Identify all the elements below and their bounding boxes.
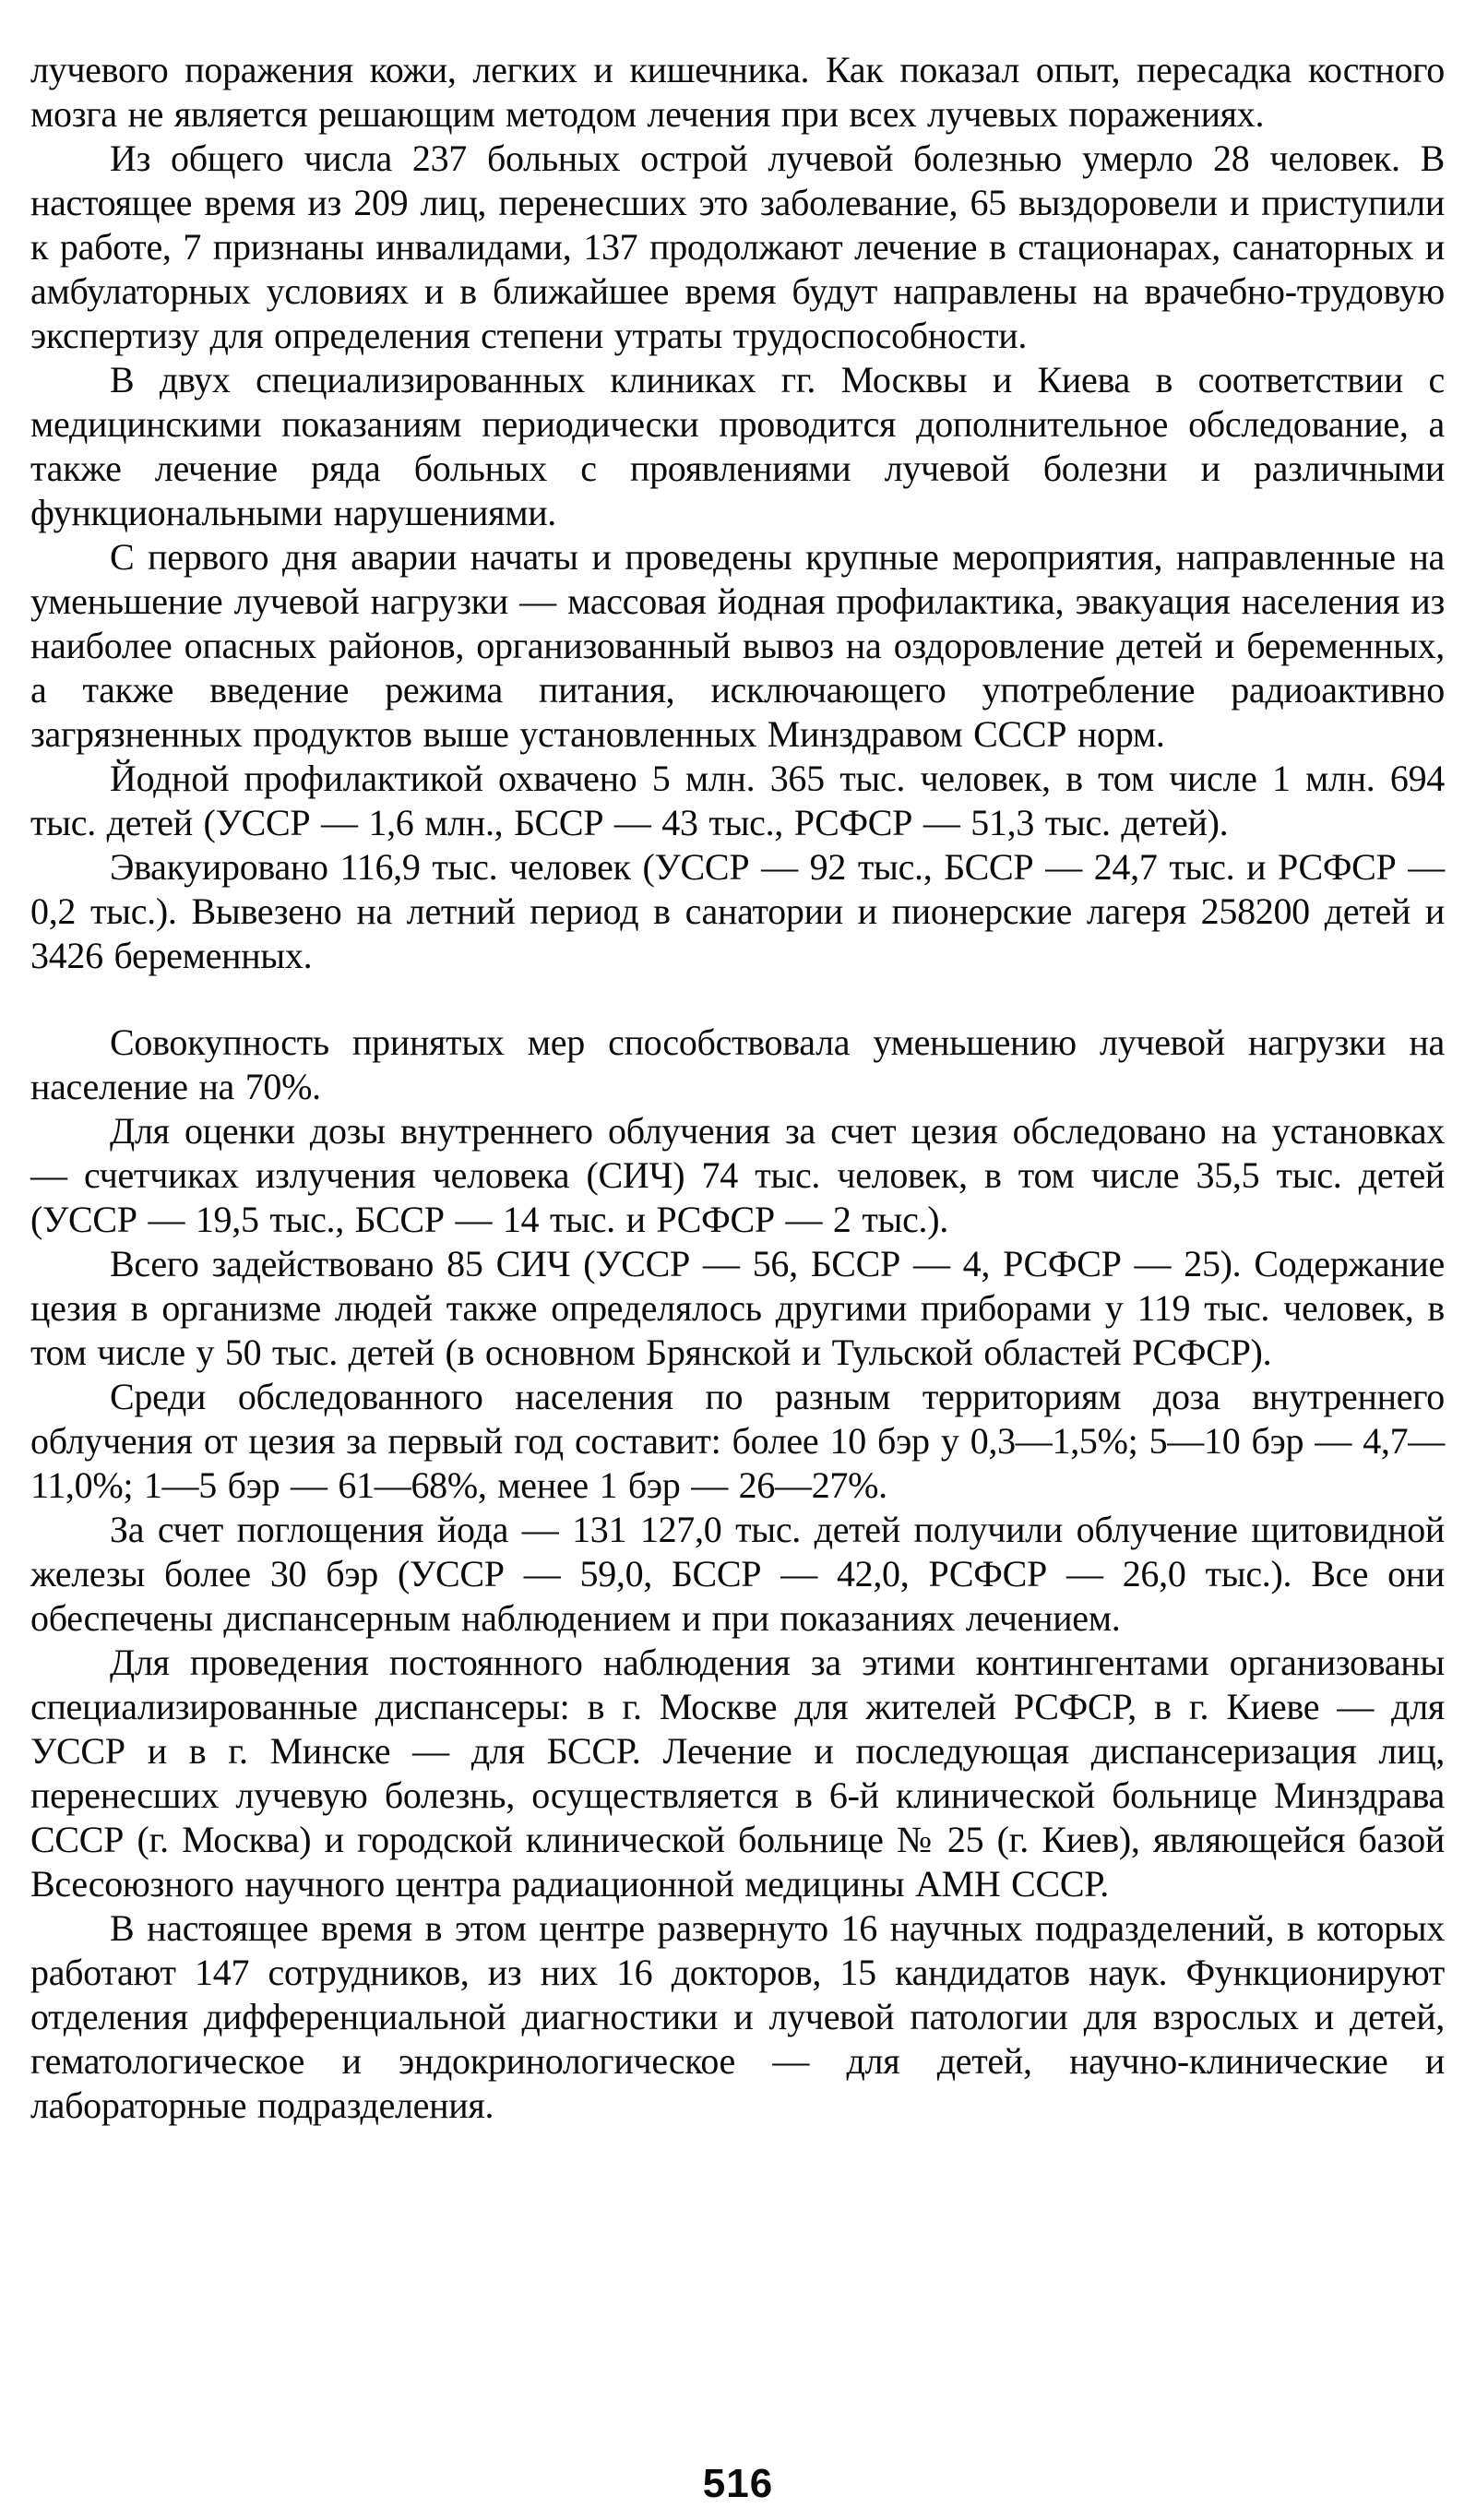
paragraph: Совокупность принятых мер способствовала уменьшению лучевой нагрузки на население на 70%. xyxy=(30,1021,1445,1107)
paragraph: За счет поглощения йода — 131 127,0 тыс. детей получили облучение щитовидной железы более 30 бэр (УССР — 59,0, БССР — 42,0, РСФСР — 26,0 тыс.). Все они обеспечены диспансерным наблюдением и при показаниях лечением. xyxy=(30,1509,1445,1639)
paragraph: В двух специализированных клиниках гг. Москвы и Киева в соответствии с медицинскими показаниям периодически проводится дополнительное обследование, а также лечение ряда больных с проявлениями лучевой болезни и различными функциональными нарушениями. xyxy=(30,359,1445,533)
paragraph: Для оценки дозы внутреннего облучения за счет цезия обследовано на установках — счетчиках излучения человека (СИЧ) 74 тыс. человек, в том числе 35,5 тыс. детей (УССР — 19,5 тыс., БССР — 14 тыс. и РСФСР — 2 тыс.). xyxy=(30,1110,1445,1240)
paragraph: Из общего числа 237 больных острой лучевой болезнью умерло 28 человек. В настоящее время из 209 лиц, перенесших это заболевание, 65 выздоровели и приступили к работе, 7 признаны инвалидами, 137 продолжают лечение в стационарах, санаторных и амбулаторных условиях и в ближайшее время будут направлены на врачебно-трудовую экспертизу для определения степени утраты трудоспособности. xyxy=(30,137,1445,356)
paragraph: Йодной профилактикой охвачено 5 млн. 365 тыс. человек, в том числе 1 млн. 694 тыс. детей (УССР — 1,6 млн., БССР — 43 тыс., РСФСР — 51,3 тыс. детей). xyxy=(30,758,1445,843)
paragraph: В настоящее время в этом центре развернуто 16 научных подразделений, в которых работают 147 сотрудников, из них 16 докторов, 15 кандидатов наук. Функционируют отделения дифференциальной диагностики и лучевой патологии для взрослых и детей, гематологическое и эндокринологическое — для детей, научно-клинические и лабораторные подразделения. xyxy=(30,1907,1445,2126)
paragraph: Эвакуировано 116,9 тыс. человек (УССР — 92 тыс., БССР — 24,7 тыс. и РСФСР — 0,2 тыс.). Вывезено на летний период в санатории и пионерские лагеря 258200 детей и 3426 беременных. xyxy=(30,846,1445,976)
body-text xyxy=(30,48,1445,2128)
paragraph: Всего задействовано 85 СИЧ (УССР — 56, БССР — 4, РСФСР — 25). Содержание цезия в организме людей также определялось другими приборами у 119 тыс. человек, в том числе у 50 тыс. детей (в основном Брянской и Тульской областей РСФСР). xyxy=(30,1243,1445,1373)
paragraph: С первого дня аварии начаты и проведены крупные мероприятия, направленные на уменьшение лучевой нагрузки — массовая йодная профилактика, эвакуация населения из наиболее опасных районов, организованный вывоз на оздоровление детей и беременных, а также введение режима питания, исключающего употребление радиоактивно загрязненных продуктов выше установленных Минздравом СССР норм. xyxy=(30,536,1445,755)
paragraph: лучевого поражения кожи, легких и кишечника. Как показал опыт, пересадка костного мозга не является решающим методом лечения при всех лучевых поражениях. xyxy=(30,49,1445,135)
paragraph: Среди обследованного населения по разным территориям доза внутреннего облучения от цезия за первый год составит: более 10 бэр у 0,3—1,5%; 5—10 бэр — 4,7—11,0%; 1—5 бэр — 61—68%, менее 1 бэр — 26—27%. xyxy=(30,1376,1445,1506)
paragraph: Для проведения постоянного наблюдения за этими контингентами организованы специализированные диспансеры: в г. Москве для жителей РСФСР, в г. Киеве — для УССР и в г. Минске — для БССР. Лечение и последующая диспансеризация лиц, перенесших лучевую болезнь, осуществляется в 6-й клинической больнице Минздрава СССР (г. Москва) и городской клинической больнице № 25 (г. Киев), являющейся базой Всесоюзного научного центра радиационной медицины АМН СССР. xyxy=(30,1642,1445,1905)
page-number: 516 xyxy=(702,2461,774,2506)
